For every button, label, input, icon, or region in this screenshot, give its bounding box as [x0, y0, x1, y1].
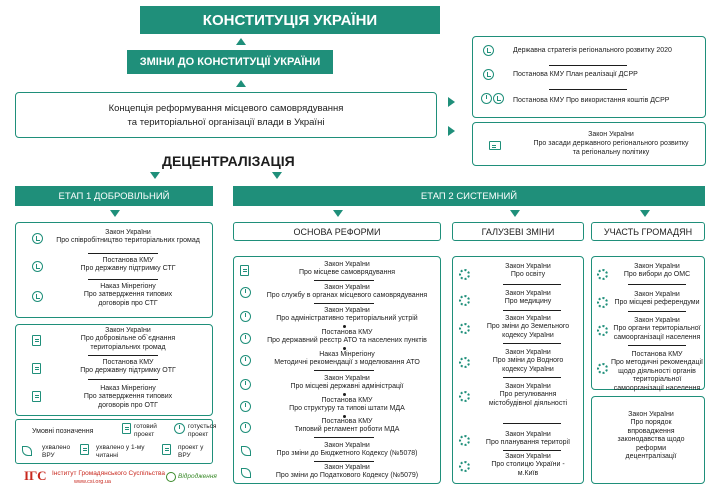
vru-icon	[162, 444, 171, 455]
divider	[314, 370, 374, 371]
arrow-down-icon	[510, 210, 520, 217]
divider	[549, 65, 627, 66]
approved-icon	[483, 69, 494, 80]
gear-icon	[597, 363, 608, 374]
divider	[88, 253, 158, 254]
stage2-banner: ЕТАП 2 СИСТЕМНИЙ	[233, 186, 705, 206]
concept-box	[15, 92, 437, 138]
strategy-item: Постанова КМУ Про використання коштів ДСРР	[513, 97, 670, 104]
divider	[503, 450, 561, 451]
col3-item: Закон України Про місцеві референдуми	[614, 291, 700, 307]
col2-item: Закон України Про медицину	[504, 290, 552, 306]
regional-law-box	[472, 122, 706, 166]
col3-bottom-box	[591, 396, 705, 484]
legend-preparing: готується проект	[188, 423, 217, 438]
approved-icon	[32, 291, 43, 302]
divider	[628, 311, 686, 312]
col1-item: Закон України Про адміністративно територіальний устрій	[276, 307, 418, 323]
col2-item: Закон України Про зміни до Земельного кодексу України	[486, 315, 570, 339]
law-name-cont: та регіональну політику	[572, 149, 650, 156]
law-title: Закон України	[588, 131, 634, 138]
col3-item: Закон України Про вибори до ОМС	[623, 263, 691, 279]
stage1-box1	[15, 222, 213, 318]
col2-item: Закон України Про регулювання містобудівної діяльності	[488, 383, 568, 407]
arrow-down-icon	[110, 210, 120, 217]
stage1-item: Наказ Мінрегіону Про затвердження типових договорів про ОТГ	[83, 385, 173, 409]
col1-item: Закон України Про службу в органах місцевого самоврядування	[266, 284, 428, 300]
stage1-item: Закон України Про добровільне об`єднання територіальних громад	[80, 327, 176, 351]
divider	[628, 345, 686, 346]
arrow-down-icon	[272, 172, 282, 179]
reading-icon	[80, 444, 89, 455]
concept-line-2: та територіальної організації влади в Україні	[127, 117, 325, 128]
col1-item: Наказ Мінрегіону Методичні рекомендації з моделювання АТО	[274, 351, 420, 367]
gear-icon	[459, 295, 470, 306]
partner-logo	[166, 470, 216, 486]
clock-icon	[240, 401, 251, 412]
gear-icon	[597, 297, 608, 308]
arrow-down-icon	[333, 210, 343, 217]
partner-name: Відродження	[178, 473, 217, 480]
institute-logo	[24, 466, 166, 496]
clock-icon	[240, 333, 251, 344]
col2-item: Закон України Про планування території	[485, 431, 571, 447]
divider	[503, 377, 561, 378]
document-icon	[32, 335, 41, 346]
arrow-down-icon	[150, 172, 160, 179]
col1-item: Постанова КМУ Про державний реєстр АТО та населених пунктів	[267, 329, 427, 345]
clock-icon	[240, 287, 251, 298]
divider	[314, 437, 374, 438]
stage1-item: Постанова КМУ Про державну підтримку СТГ	[80, 257, 176, 273]
col3-item: Закон України Про органи територіальної самоорганізації населення	[613, 317, 701, 341]
logo-mark-icon: ІГС	[24, 468, 47, 483]
approved-icon	[32, 233, 43, 244]
col1-item: Закон України Про зміни до Податкового Кодексу (№5079)	[275, 464, 419, 480]
concept-line-1: Концепція реформування місцевого самоврядування	[108, 103, 344, 114]
institute-name: Інститут Громадянського Суспільства	[52, 470, 166, 477]
clock-icon	[240, 422, 251, 433]
divider	[88, 355, 158, 356]
law-name: Про засади державного регіонального розвитку	[533, 140, 689, 147]
stage1-item: Наказ Мінрегіону Про затвердження типових договорів про СТГ	[83, 283, 173, 307]
arrow-up-icon	[236, 80, 246, 87]
col1-item: Закон України Про місцеві державні адміністрації	[290, 375, 404, 391]
gear-icon	[459, 461, 470, 472]
adopted-icon	[241, 468, 251, 478]
col1-item: Постанова КМУ Про структуру та типові штати МДА	[289, 397, 405, 413]
briefcase-icon	[489, 141, 501, 150]
legend-ready: готовий проект	[134, 423, 157, 438]
col1-header: ОСНОВА РЕФОРМИ	[233, 222, 441, 241]
col1-item: Закон України Про місцеве самоврядування	[299, 261, 395, 277]
partner-mark-icon	[166, 472, 176, 482]
stage1-box2	[15, 324, 213, 416]
gear-icon	[597, 325, 608, 336]
divider	[503, 310, 561, 311]
divider	[88, 379, 158, 380]
divider	[503, 343, 561, 344]
institute-url: www.csi.org.ua	[74, 479, 111, 485]
col1-item: Закон України Про зміни до Бюджетного Кодексу (№5078)	[276, 442, 418, 458]
decentralization-label: ДЕЦЕНТРАЛІЗАЦІЯ	[162, 153, 295, 169]
arrow-up-icon	[236, 38, 246, 45]
clock-icon	[174, 423, 185, 434]
clock-icon	[240, 355, 251, 366]
divider	[314, 303, 374, 304]
arrow-right-icon	[448, 126, 455, 136]
legend-title: Умовні позначення	[32, 428, 94, 435]
arrow-down-icon	[640, 210, 650, 217]
approved-icon	[483, 45, 494, 56]
col3-header: УЧАСТЬ ГРОМАДЯН	[591, 222, 705, 241]
col2-item: Закон України Про зміни до Водного кодексу України	[492, 349, 564, 373]
strategy-item: Постанова КМУ План реалізації ДСРР	[513, 71, 638, 78]
gear-icon	[597, 269, 608, 280]
stage1-item: Закон України Про співробітництво територіальних громад	[56, 229, 200, 245]
col2-header: ГАЛУЗЕВІ ЗМІНИ	[452, 222, 584, 241]
adopted-icon	[241, 446, 251, 456]
strategy-item: Державна стратегія регіонального розвитку 2020	[513, 47, 672, 54]
clock-icon	[481, 93, 492, 104]
col2-item: Закон України Про столицю України - м.Київ	[491, 453, 565, 477]
col3-bottom-item: Закон України Про порядок впровадження законодавства щодо реформи децентралізації	[617, 411, 685, 461]
legend-first-reading: ухвалено у 1-му читанні	[96, 444, 145, 459]
col2-item: Закон України Про освіту	[505, 263, 551, 279]
document-icon	[32, 363, 41, 374]
col1-item: Постанова КМУ Типовий регламент роботи МДА	[294, 418, 400, 434]
divider	[314, 461, 374, 462]
divider	[88, 279, 158, 280]
dot	[343, 393, 346, 396]
legend-box	[15, 419, 217, 464]
gear-icon	[459, 269, 470, 280]
stage1-item: Постанова КМУ Про державну підтримку ОТГ	[80, 359, 176, 375]
divider	[314, 280, 374, 281]
gear-icon	[459, 391, 470, 402]
divider	[549, 89, 627, 90]
constitution-title: КОНСТИТУЦІЯ УКРАЇНИ	[140, 6, 440, 34]
stage1-banner: ЕТАП 1 ДОБРОВІЛЬНИЙ	[15, 186, 213, 206]
col1-box	[233, 256, 441, 484]
regional-strategy-box	[472, 36, 706, 118]
approved-icon	[493, 93, 504, 104]
clock-icon	[240, 379, 251, 390]
adopted-icon	[22, 446, 32, 456]
ready-icon	[122, 423, 131, 434]
approved-icon	[32, 261, 43, 272]
amendments-banner: ЗМІНИ ДО КОНСТИТУЦІЇ УКРАЇНИ	[127, 50, 333, 74]
clock-icon	[240, 311, 251, 322]
divider	[503, 423, 561, 424]
ready-icon	[240, 265, 249, 276]
gear-icon	[459, 323, 470, 334]
legend-in-vru: проект у ВРУ	[178, 444, 204, 459]
col3-box	[591, 256, 705, 390]
col2-box	[452, 256, 584, 484]
col3-item: Постанова КМУ Про методичні рекомендації щодо діяльності органів територіальної самоорганізації населення	[611, 351, 703, 392]
dot	[343, 325, 346, 328]
divider	[628, 284, 686, 285]
divider	[503, 284, 561, 285]
legend-adopted: ухвалено ВРУ	[42, 444, 71, 459]
gear-icon	[459, 357, 470, 368]
gear-icon	[459, 435, 470, 446]
arrow-right-icon	[448, 97, 455, 107]
document-icon	[32, 391, 41, 402]
dot	[343, 347, 346, 350]
